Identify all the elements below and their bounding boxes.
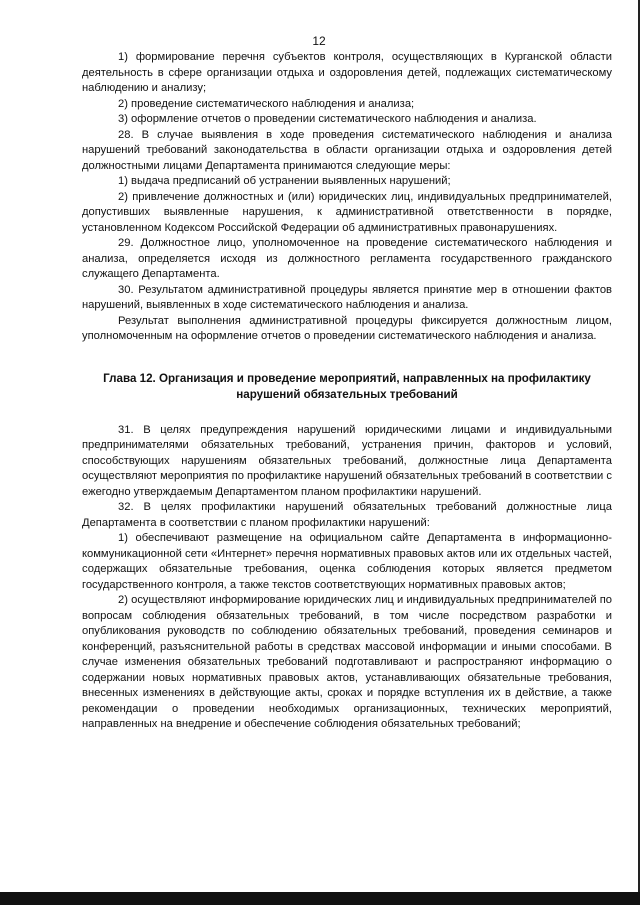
paragraph-28: 28. В случае выявления в ходе проведения систематического наблюдения и анализа нарушений требований законодательства в области организации отдыха и оздоровления детей должностными лицами Департамента принимаются следующие меры: bbox=[82, 128, 612, 172]
scan-bottom-edge bbox=[0, 892, 640, 905]
paragraph-30-result: Результат выполнения административной процедуры фиксируется должностным лицом, уполномоченным на оформление отчетов о проведении систематического наблюдения и анализа. bbox=[82, 314, 612, 342]
chapter-heading: Глава 12. Организация и проведение мероприятий, направленных на профилактику нарушений обязательных требований bbox=[103, 371, 591, 401]
paragraph-29: 29. Должностное лицо, уполномоченное на проведение систематического наблюдения и анализа, определяется исходя из должностного регламента государственного гражданского служащего Департамента. bbox=[82, 237, 612, 280]
paragraph-item-1: 1) формирование перечня субъектов контроля, осуществляющих в Курганской области деятельность в сфере организации отдыха и оздоровления детей, подлежащих систематическому наблюдению и анализу; bbox=[82, 51, 612, 94]
paragraph-28-item-1: 1) выдача предписаний об устранении выявленных нарушений; bbox=[118, 175, 451, 187]
paragraph-32-item-1: 1) обеспечивают размещение на официальном сайте Департамента в информационно-коммуникационной сети «Интернет» перечня нормативных правовых актов или их отдельных частей, содержащих обязательные требования, оценка соблюдения которых является предметом государственного контроля, а также текстов соответствующих нормативных правовых актов; bbox=[82, 532, 612, 591]
paragraph-32: 32. В целях профилактики нарушений обязательных требований должностные лица Департамента в соответствии с планом профилактики нарушений: bbox=[82, 501, 612, 529]
document-body bbox=[82, 50, 612, 733]
paragraph-28-item-2: 2) привлечение должностных и (или) юридических лиц, индивидуальных предпринимателей, допустивших выявленные нарушения, к административной ответственности в порядке, установленном Кодексом Российской Федерации об административных правонарушениях. bbox=[82, 190, 612, 234]
paragraph-item-3: 3) оформление отчетов о проведении систематического наблюдения и анализа. bbox=[118, 113, 537, 125]
paragraph-30: 30. Результатом административной процедуры является принятие мер в отношении фактов нарушений, выявленных в ходе систематического наблюдения и анализа. bbox=[82, 283, 612, 311]
paragraph-32-item-2: 2) осуществляют информирование юридических лиц и индивидуальных предпринимателей по вопросам соблюдения обязательных требований, в том числе посредством разработки и опубликования руководств по соблюдению обязательных требований, проведения семинаров и конференций, разъяснительной работы в средствах массовой информации и иными способами. В случае изменения обязательных требований подготавливают и распространяют информацию о содержании новых нормативных правовых актов, устанавливающих обязательные требования, внесенных изменениях в действующие акты, сроках и порядке вступления их в действие, а также рекомендации о проведении необходимых организационных, технических мероприятий, направленных на внедрение и обеспечение соблюдения обязательных требований; bbox=[82, 594, 612, 730]
paragraph-31: 31. В целях предупреждения нарушений юридическими лицами и индивидуальными предпринимателями обязательных требований, устранения причин, факторов и условий, способствующих нарушениям обязательных требований, должностные лица Департамента осуществляют мероприятия по профилактике нарушений обязательных требований в соответствии с ежегодно утверждаемым Департаментом планом профилактики нарушений. bbox=[82, 423, 612, 498]
page-number: 12 bbox=[312, 34, 326, 48]
paragraph-item-2: 2) проведение систематического наблюдения и анализа; bbox=[118, 97, 415, 110]
